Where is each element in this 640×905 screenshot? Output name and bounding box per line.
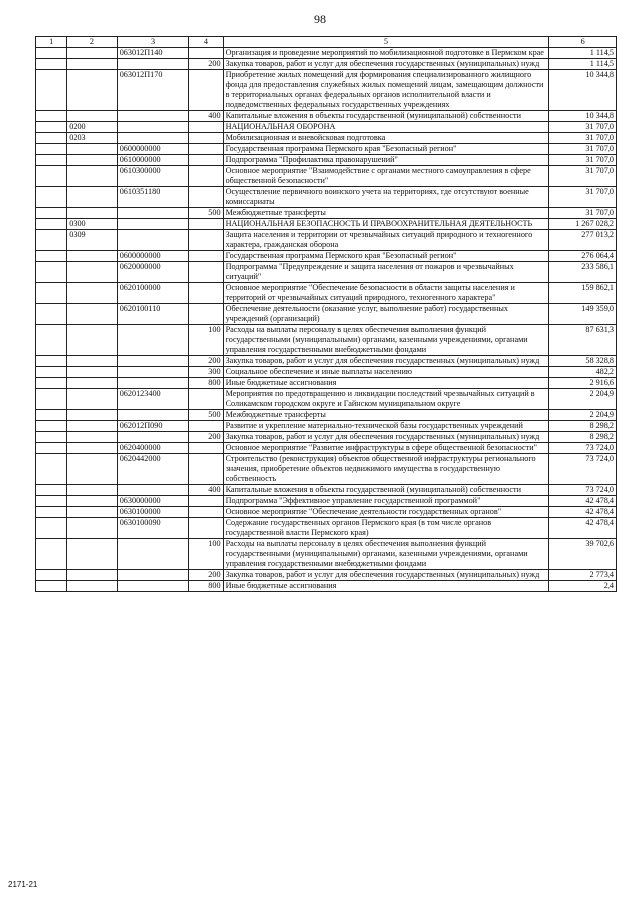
target-article-col-cell: 063012П140 <box>117 48 189 59</box>
subsection-col-cell <box>67 485 117 496</box>
description-col-cell: Иные бюджетные ассигнования <box>223 581 549 592</box>
expense-type-col-cell: 500 <box>189 410 223 421</box>
header-cell-1: 1 <box>36 37 67 48</box>
table-row <box>36 122 617 133</box>
table-row <box>36 539 617 570</box>
amount-col-cell: 31 707,0 <box>549 122 617 133</box>
header-cell-6: 6 <box>549 37 617 48</box>
target-article-col-cell: 0620100110 <box>117 304 189 325</box>
description-col-cell: Капитальные вложения в объекты государственной (муниципальной) собственности <box>223 485 549 496</box>
table-row <box>36 208 617 219</box>
description-col-cell: Основное мероприятие "Взаимодействие с органами местного самоуправления в сфере общественной безопасности" <box>223 166 549 187</box>
expense-type-col-cell: 400 <box>189 111 223 122</box>
amount-col-cell: 42 478,4 <box>549 507 617 518</box>
section-col-cell <box>36 454 67 485</box>
subsection-col-cell <box>67 432 117 443</box>
amount-col-cell: 31 707,0 <box>549 166 617 187</box>
expense-type-col-cell <box>189 283 223 304</box>
expense-type-col-cell <box>189 251 223 262</box>
description-col-cell: Иные бюджетные ассигнования <box>223 378 549 389</box>
section-col-cell <box>36 443 67 454</box>
expense-type-col-cell: 300 <box>189 367 223 378</box>
target-article-col-cell: 0610300000 <box>117 166 189 187</box>
section-col-cell <box>36 539 67 570</box>
table-row <box>36 70 617 111</box>
section-col-cell <box>36 570 67 581</box>
subsection-col-cell <box>67 410 117 421</box>
section-col-cell <box>36 283 67 304</box>
table-row <box>36 219 617 230</box>
subsection-col-cell <box>67 496 117 507</box>
description-col-cell: НАЦИОНАЛЬНАЯ БЕЗОПАСНОСТЬ И ПРАВООХРАНИТЕЛЬНАЯ ДЕЯТЕЛЬНОСТЬ <box>223 219 549 230</box>
subsection-col-cell <box>67 581 117 592</box>
table-row <box>36 262 617 283</box>
subsection-col-cell: 0309 <box>67 230 117 251</box>
subsection-col-cell <box>67 570 117 581</box>
amount-col-cell: 10 344,8 <box>549 111 617 122</box>
expense-type-col-cell <box>189 122 223 133</box>
amount-col-cell: 10 344,8 <box>549 70 617 111</box>
target-article-col-cell: 062012П090 <box>117 421 189 432</box>
table-row <box>36 325 617 356</box>
description-col-cell: Расходы на выплаты персоналу в целях обеспечения выполнения функций государственными (муниципальными) органами, казенными учреждениями, органами управления государственными внебюджетными фондами <box>223 539 549 570</box>
amount-col-cell: 2 204,9 <box>549 389 617 410</box>
subsection-col-cell <box>67 454 117 485</box>
subsection-col-cell <box>67 48 117 59</box>
description-col-cell: Межбюджетные трансферты <box>223 208 549 219</box>
description-col-cell: Подпрограмма "Предупреждение и защита населения от пожаров и чрезвычайных ситуаций" <box>223 262 549 283</box>
description-col-cell: Мероприятия по предотвращению и ликвидации последствий чрезвычайных ситуаций в Соликамском городском округе и Гайнском муниципальном округе <box>223 389 549 410</box>
description-col-cell: Подпрограмма "Эффективное управление государственной программой" <box>223 496 549 507</box>
description-col-cell: Основное мероприятие "Обеспечение деятельности государственных органов" <box>223 507 549 518</box>
table-row <box>36 518 617 539</box>
amount-col-cell: 58 328,8 <box>549 356 617 367</box>
expense-type-col-cell <box>189 507 223 518</box>
target-article-col-cell <box>117 432 189 443</box>
amount-col-cell: 31 707,0 <box>549 155 617 166</box>
amount-col-cell: 2 773,4 <box>549 570 617 581</box>
table-row <box>36 378 617 389</box>
subsection-col-cell <box>67 208 117 219</box>
table-row <box>36 389 617 410</box>
table-row <box>36 443 617 454</box>
section-col-cell <box>36 144 67 155</box>
expense-type-col-cell <box>189 454 223 485</box>
section-col-cell <box>36 262 67 283</box>
expense-type-col-cell <box>189 219 223 230</box>
subsection-col-cell <box>67 70 117 111</box>
section-col-cell <box>36 507 67 518</box>
subsection-col-cell <box>67 421 117 432</box>
expense-type-col-cell <box>189 155 223 166</box>
target-article-col-cell <box>117 208 189 219</box>
amount-col-cell: 42 478,4 <box>549 496 617 507</box>
expense-type-col-cell <box>189 496 223 507</box>
subsection-col-cell: 0300 <box>67 219 117 230</box>
expense-type-col-cell: 200 <box>189 570 223 581</box>
description-col-cell: Социальное обеспечение и иные выплаты населению <box>223 367 549 378</box>
target-article-col-cell: 0600000000 <box>117 251 189 262</box>
expense-type-col-cell <box>189 133 223 144</box>
section-col-cell <box>36 155 67 166</box>
section-col-cell <box>36 325 67 356</box>
subsection-col-cell <box>67 59 117 70</box>
expense-type-col-cell: 200 <box>189 432 223 443</box>
section-col-cell <box>36 304 67 325</box>
amount-col-cell: 2 916,6 <box>549 378 617 389</box>
table-header-row <box>36 37 617 48</box>
section-col-cell <box>36 59 67 70</box>
target-article-col-cell <box>117 230 189 251</box>
amount-col-cell: 31 707,0 <box>549 187 617 208</box>
section-col-cell <box>36 496 67 507</box>
table-row <box>36 166 617 187</box>
section-col-cell <box>36 367 67 378</box>
description-col-cell: Строительство (реконструкция) объектов общественной инфраструктуры регионального значения, приобретение объектов недвижимого имущества в государственную собственность <box>223 454 549 485</box>
table-row <box>36 48 617 59</box>
section-col-cell <box>36 219 67 230</box>
table-row <box>36 367 617 378</box>
table-row <box>36 283 617 304</box>
amount-col-cell: 39 702,6 <box>549 539 617 570</box>
section-col-cell <box>36 70 67 111</box>
expense-type-col-cell <box>189 421 223 432</box>
subsection-col-cell <box>67 166 117 187</box>
amount-col-cell: 276 064,4 <box>549 251 617 262</box>
subsection-col-cell <box>67 262 117 283</box>
expense-type-col-cell: 200 <box>189 59 223 70</box>
target-article-col-cell <box>117 59 189 70</box>
amount-col-cell: 73 724,0 <box>549 485 617 496</box>
description-col-cell: Закупка товаров, работ и услуг для обеспечения государственных (муниципальных) нужд <box>223 432 549 443</box>
description-col-cell: Государственная программа Пермского края "Безопасный регион" <box>223 251 549 262</box>
description-col-cell: НАЦИОНАЛЬНАЯ ОБОРОНА <box>223 122 549 133</box>
target-article-col-cell <box>117 539 189 570</box>
amount-col-cell: 8 298,2 <box>549 432 617 443</box>
section-col-cell <box>36 421 67 432</box>
table-row <box>36 304 617 325</box>
subsection-col-cell <box>67 144 117 155</box>
table-row <box>36 570 617 581</box>
table-row <box>36 155 617 166</box>
subsection-col-cell <box>67 367 117 378</box>
expense-type-col-cell <box>189 166 223 187</box>
amount-col-cell: 31 707,0 <box>549 133 617 144</box>
amount-col-cell: 73 724,0 <box>549 454 617 485</box>
target-article-col-cell <box>117 133 189 144</box>
budget-table <box>35 36 617 592</box>
description-col-cell: Обеспечение деятельности (оказание услуг, выполнение работ) государственных учреждений (организаций) <box>223 304 549 325</box>
target-article-col-cell: 0620123400 <box>117 389 189 410</box>
description-col-cell: Приобретение жилых помещений для формирования специализированного жилищного фонда для предоставления служебных жилых помещений лицам, замещающим должности в территориальных органах федеральных органов исполнительной власти и подведомственных федеральных государственных учреждениях <box>223 70 549 111</box>
expense-type-col-cell: 800 <box>189 581 223 592</box>
subsection-col-cell <box>67 518 117 539</box>
header-cell-4: 4 <box>189 37 223 48</box>
expense-type-col-cell <box>189 262 223 283</box>
target-article-col-cell <box>117 378 189 389</box>
subsection-col-cell <box>67 187 117 208</box>
expense-type-col-cell: 100 <box>189 539 223 570</box>
target-article-col-cell <box>117 356 189 367</box>
subsection-col-cell <box>67 251 117 262</box>
subsection-col-cell <box>67 443 117 454</box>
subsection-col-cell <box>67 304 117 325</box>
section-col-cell <box>36 133 67 144</box>
table-row <box>36 251 617 262</box>
table-row <box>36 144 617 155</box>
expense-type-col-cell <box>189 144 223 155</box>
table-row <box>36 111 617 122</box>
section-col-cell <box>36 378 67 389</box>
subsection-col-cell <box>67 389 117 410</box>
subsection-col-cell <box>67 539 117 570</box>
target-article-col-cell: 0630000000 <box>117 496 189 507</box>
amount-col-cell: 1 267 028,2 <box>549 219 617 230</box>
amount-col-cell: 159 862,1 <box>549 283 617 304</box>
table-row <box>36 133 617 144</box>
section-col-cell <box>36 581 67 592</box>
table-row <box>36 507 617 518</box>
amount-col-cell: 2,4 <box>549 581 617 592</box>
description-col-cell: Мобилизационная и вневойсковая подготовка <box>223 133 549 144</box>
target-article-col-cell: 0630100000 <box>117 507 189 518</box>
description-col-cell: Содержание государственных органов Пермского края (в том числе органов государственной власти Пермского края) <box>223 518 549 539</box>
header-cell-2: 2 <box>67 37 117 48</box>
description-col-cell: Капитальные вложения в объекты государственной (муниципальной) собственности <box>223 111 549 122</box>
target-article-col-cell: 0610351180 <box>117 187 189 208</box>
description-col-cell: Осуществление первичного воинского учета на территориях, где отсутствуют военные комиссариаты <box>223 187 549 208</box>
description-col-cell: Подпрограмма "Профилактика правонарушений" <box>223 155 549 166</box>
subsection-col-cell <box>67 325 117 356</box>
amount-col-cell: 1 114,5 <box>549 59 617 70</box>
table-row <box>36 581 617 592</box>
table-row <box>36 59 617 70</box>
amount-col-cell: 87 631,3 <box>549 325 617 356</box>
table-row <box>36 432 617 443</box>
section-col-cell <box>36 122 67 133</box>
target-article-col-cell <box>117 111 189 122</box>
expense-type-col-cell: 200 <box>189 356 223 367</box>
expense-type-col-cell: 800 <box>189 378 223 389</box>
expense-type-col-cell: 500 <box>189 208 223 219</box>
description-col-cell: Основное мероприятие "Развитие инфраструктуры в сфере общественной безопасности" <box>223 443 549 454</box>
amount-col-cell: 31 707,0 <box>549 144 617 155</box>
description-col-cell: Организация и проведение мероприятий по мобилизационной подготовке в Пермском крае <box>223 48 549 59</box>
subsection-col-cell <box>67 507 117 518</box>
amount-col-cell: 73 724,0 <box>549 443 617 454</box>
subsection-col-cell <box>67 111 117 122</box>
target-article-col-cell <box>117 219 189 230</box>
amount-col-cell: 31 707,0 <box>549 208 617 219</box>
description-col-cell: Расходы на выплаты персоналу в целях обеспечения выполнения функций государственными (муниципальными) органами, казенными учреждениями, органами управления государственными внебюджетными фондами <box>223 325 549 356</box>
target-article-col-cell <box>117 570 189 581</box>
description-col-cell: Основное мероприятие "Обеспечение безопасности в области защиты населения и территорий от чрезвычайных ситуаций природного, техногенного характера" <box>223 283 549 304</box>
target-article-col-cell <box>117 325 189 356</box>
expense-type-col-cell <box>189 389 223 410</box>
section-col-cell <box>36 410 67 421</box>
subsection-col-cell: 0200 <box>67 122 117 133</box>
expense-type-col-cell <box>189 48 223 59</box>
section-col-cell <box>36 485 67 496</box>
description-col-cell: Закупка товаров, работ и услуг для обеспечения государственных (муниципальных) нужд <box>223 356 549 367</box>
amount-col-cell: 8 298,2 <box>549 421 617 432</box>
target-article-col-cell <box>117 581 189 592</box>
expense-type-col-cell <box>189 187 223 208</box>
section-col-cell <box>36 187 67 208</box>
target-article-col-cell <box>117 367 189 378</box>
target-article-col-cell: 0630100090 <box>117 518 189 539</box>
expense-type-col-cell <box>189 443 223 454</box>
subsection-col-cell <box>67 283 117 304</box>
document-code: 2171-21 <box>8 880 38 889</box>
section-col-cell <box>36 432 67 443</box>
target-article-col-cell <box>117 485 189 496</box>
amount-col-cell: 482,2 <box>549 367 617 378</box>
table-row <box>36 356 617 367</box>
expense-type-col-cell <box>189 70 223 111</box>
subsection-col-cell <box>67 356 117 367</box>
expense-type-col-cell: 400 <box>189 485 223 496</box>
section-col-cell <box>36 208 67 219</box>
target-article-col-cell <box>117 410 189 421</box>
table-row <box>36 485 617 496</box>
section-col-cell <box>36 518 67 539</box>
description-col-cell: Развитие и укрепление материально-технической базы государственных учреждений <box>223 421 549 432</box>
description-col-cell: Закупка товаров, работ и услуг для обеспечения государственных (муниципальных) нужд <box>223 59 549 70</box>
subsection-col-cell <box>67 155 117 166</box>
description-col-cell: Защита населения и территории от чрезвычайных ситуаций природного и техногенного характера, гражданская оборона <box>223 230 549 251</box>
table-row <box>36 454 617 485</box>
amount-col-cell: 149 359,0 <box>549 304 617 325</box>
target-article-col-cell: 0620100000 <box>117 283 189 304</box>
target-article-col-cell: 0600000000 <box>117 144 189 155</box>
section-col-cell <box>36 251 67 262</box>
target-article-col-cell: 0620442000 <box>117 454 189 485</box>
description-col-cell: Закупка товаров, работ и услуг для обеспечения государственных (муниципальных) нужд <box>223 570 549 581</box>
section-col-cell <box>36 389 67 410</box>
table-row <box>36 496 617 507</box>
target-article-col-cell: 0610000000 <box>117 155 189 166</box>
amount-col-cell: 1 114,5 <box>549 48 617 59</box>
amount-col-cell: 42 478,4 <box>549 518 617 539</box>
section-col-cell <box>36 356 67 367</box>
expense-type-col-cell: 100 <box>189 325 223 356</box>
table-row <box>36 410 617 421</box>
amount-col-cell: 233 586,1 <box>549 262 617 283</box>
header-cell-5: 5 <box>223 37 549 48</box>
expense-type-col-cell <box>189 230 223 251</box>
target-article-col-cell: 0620000000 <box>117 262 189 283</box>
section-col-cell <box>36 230 67 251</box>
expense-type-col-cell <box>189 518 223 539</box>
section-col-cell <box>36 111 67 122</box>
subsection-col-cell <box>67 378 117 389</box>
subsection-col-cell: 0203 <box>67 133 117 144</box>
amount-col-cell: 277 013,2 <box>549 230 617 251</box>
table-row <box>36 421 617 432</box>
description-col-cell: Межбюджетные трансферты <box>223 410 549 421</box>
page-number: 98 <box>314 12 326 26</box>
header-cell-3: 3 <box>117 37 189 48</box>
description-col-cell: Государственная программа Пермского края "Безопасный регион" <box>223 144 549 155</box>
table-row <box>36 230 617 251</box>
target-article-col-cell: 0620400000 <box>117 443 189 454</box>
target-article-col-cell <box>117 122 189 133</box>
section-col-cell <box>36 48 67 59</box>
amount-col-cell: 2 204,9 <box>549 410 617 421</box>
section-col-cell <box>36 166 67 187</box>
expense-type-col-cell <box>189 304 223 325</box>
target-article-col-cell: 063012П170 <box>117 70 189 111</box>
table-row <box>36 187 617 208</box>
